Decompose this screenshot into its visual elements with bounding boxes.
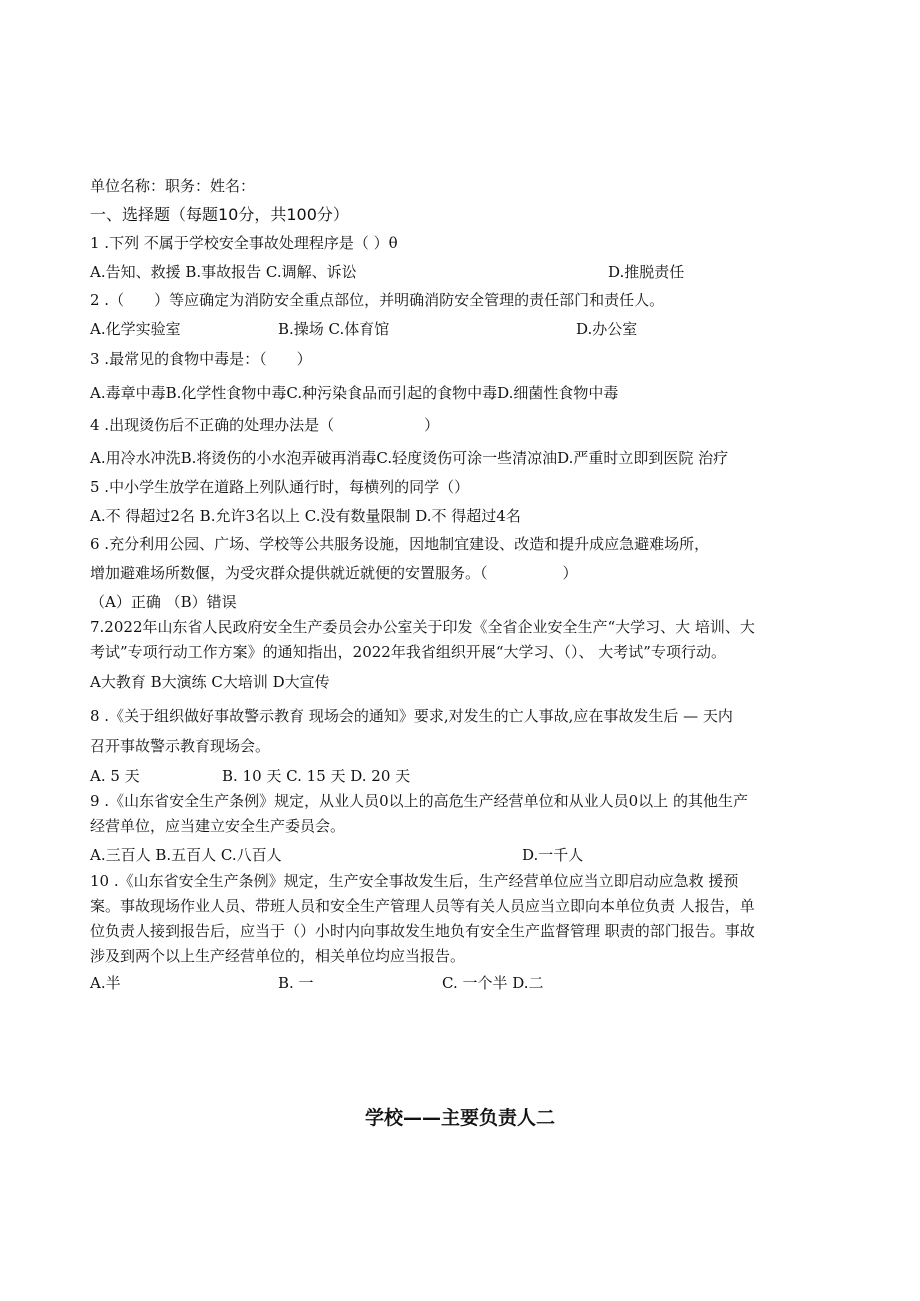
question-7-stem-line-2: 考试”专项行动工作方案》的通知指出，2022年我省组织开展“大学习、（）、 大考试”专项行动。 [90, 643, 726, 661]
question-5-options: A.不 得超过2名 B.允许3名以上 C.没有数量限制 D.不 得超过4名 [90, 507, 521, 525]
question-10-stem-line-2: 案。事故现场作业人员、带班人员和安全生产管理人员等有关人员应当立即向本单位负责 人报告，单 [90, 897, 755, 915]
question-6-options: （A）正确 （B）错误 [90, 593, 237, 611]
question-6-stem-line-1: 6 .充分利用公园、广场、学校等公共服务设施，因地制宜建设、改造和提升成应急避难场所， [90, 535, 710, 553]
unit-info-line: 单位名称：职务：姓名： [90, 177, 256, 195]
section-heading: 一、选择题（每题10分，共100分） [90, 205, 349, 224]
question-9-option-d: D.一千人 [522, 846, 584, 864]
question-8-options-bcd: B. 10 天 C. 15 天 D. 20 天 [222, 767, 411, 785]
question-1-stem: 1 .下列 不属于学校安全事故处理程序是（ ）θ [90, 234, 398, 252]
footer-title: 学校——主要负责人二 [364, 1107, 555, 1129]
question-2-stem: 2 .（ ）等应确定为消防安全重点部位，并明确消防安全管理的责任部门和责任人。 [90, 291, 665, 309]
question-1-option-d: D.推脱责任 [608, 263, 685, 281]
question-1-options: A.告知、救援 B.事故报告 C.调解、诉讼 [90, 263, 357, 281]
question-9-stem-line-2: 经营单位，应当建立安全生产委员会。 [90, 817, 346, 835]
question-3-stem: 3 .最常见的食物中毒是：（ ） [90, 350, 312, 368]
question-10-stem-line-1: 10 .《山东省安全生产条例》规定，生产安全事故发生后，生产经营单位应当立即启动应急救 援预 [90, 872, 739, 890]
question-9-stem-line-1: 9 .《山东省安全生产条例》规定，从业人员0以上的高危生产经营单位和从业人员0以上 的其他生产 [90, 792, 748, 810]
question-8-stem-line-2: 召开事故警示教育现场会。 [90, 737, 271, 755]
question-2-option-a: A.化学实验室 [90, 320, 181, 338]
question-8-stem-line-1: 8 .《关于组织做好事故警示教育 现场会的通知》要求,对发生的亡人事故,应在事故发生后 — 天内 [90, 707, 733, 725]
question-7-options: A大教育 B大演练 C大培训 D大宣传 [90, 673, 330, 691]
question-10-option-a: A.半 [90, 974, 121, 992]
question-10-option-b: B. 一 [278, 974, 314, 992]
question-2-option-d: D.办公室 [576, 320, 638, 338]
question-10-stem-line-3: 位负责人接到报告后，应当于（）小时内向事故发生地负有安全生产监督管理 职责的部门报告。事故 [90, 922, 755, 940]
question-9-options: A.三百人 B.五百人 C.八百人 [90, 846, 282, 864]
question-10-stem-line-4: 涉及到两个以上生产经营单位的，相关单位均应当报告。 [90, 947, 466, 965]
question-8-option-a: A. 5 天 [90, 767, 140, 785]
question-5-stem: 5 .中小学生放学在道路上列队通行时，每横列的同学（） [90, 478, 470, 496]
question-4-stem: 4 .出现烫伤后不正确的处理办法是（ ） [90, 416, 440, 434]
question-3-options: A.毒章中毒B.化学性食物中毒C.种污染食品而引起的食物中毒D.细菌性食物中毒 [90, 384, 619, 402]
question-4-options: A.用冷水冲洗B.将烫伤的小水泡弄破再消毒C.轻度烫伤可涂一些清凉油D.严重时立即到医院 治疗 [90, 449, 729, 467]
question-6-stem-line-2: 增加避难场所数偃，为受灾群众提供就近就便的安置服务。（ ） [90, 564, 578, 582]
question-10-options-cd: C. 一个半 D.二 [442, 974, 544, 992]
question-7-stem-line-1: 7.2022年山东省人民政府安全生产委员会办公室关于印发《全省企业安全生产“大学习、大 培训、大 [90, 618, 755, 636]
question-2-options-bc: B.操场 C.体育馆 [278, 320, 390, 338]
